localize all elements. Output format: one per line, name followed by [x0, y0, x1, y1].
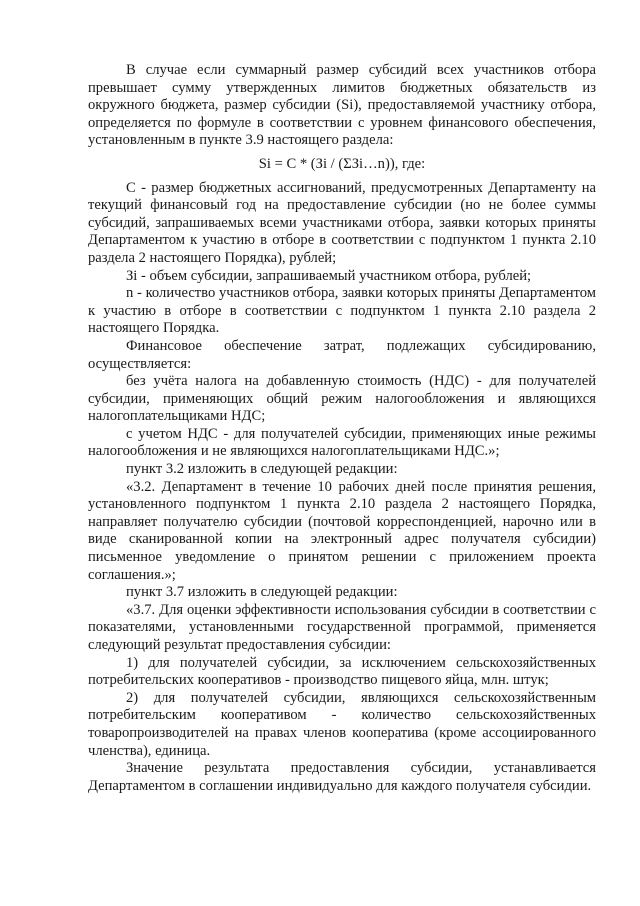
paragraph-clause-3-7: «3.7. Для оценки эффективности использования субсидии в соответствии с показателями, установленными государственной программой, применяется следующий результат предоставления субсидии:	[88, 601, 596, 653]
paragraph-financing: Финансовое обеспечение затрат, подлежащих субсидированию, осуществляется:	[88, 337, 596, 372]
paragraph-definition-c: С - размер бюджетных ассигнований, предусмотренных Департаменту на текущий финансовый год на предоставление субсидии (но не более суммы субсидий, запрашиваемых всеми участниками отбора, заявки которых приняты Департаментом к участию в отборе в соответствии с подпунктом 1 пункта 2.10 раздела 2 настоящего Порядка), рублей;	[88, 179, 596, 266]
list-item-result-1: 1) для получателей субсидии, за исключением сельскохозяйственных потребительских кооперативов - производство пищевого яйца, млн. штук;	[88, 654, 596, 689]
paragraph-result-value: Значение результата предоставления субсидии, устанавливается Департаментом в соглашении индивидуально для каждого получателя субсидии.	[88, 760, 596, 794]
document-page	[88, 62, 596, 795]
paragraph-without-vat: без учёта налога на добавленную стоимость (НДС) - для получателей субсидии, применяющих общий режим налогообложения и являющихся налогоплательщиками НДС;	[88, 373, 596, 425]
paragraph-with-vat: с учетом НДС - для получателей субсидии, применяющих иные режимы налогообложения и не являющихся налогоплательщиками НДС.»;	[88, 425, 596, 460]
paragraph-definition-n: n - количество участников отбора, заявки которых приняты Департаментом к участию в отборе в соответствии с подпунктом 1 пункта 2.10 раздела 2 настоящего Порядка.	[88, 285, 596, 337]
paragraph-definition-zi: Зi - объем субсидии, запрашиваемый участником отбора, рублей;	[126, 267, 532, 284]
paragraph-clause-3-7-intro: пункт 3.7 изложить в следующей редакции:	[126, 584, 398, 601]
list-item-result-2: 2) для получателей субсидии, являющихся сельскохозяйственным потребительским кооперативом - количество сельскохозяйственных товаропроизводителей на правах членов кооператива (кроме ассоциированного членства), единица.	[88, 689, 596, 759]
formula: Si = C * (Зi / (ΣЗi…n)), где:	[258, 155, 426, 172]
paragraph-subsidy-excess: В случае если суммарный размер субсидий всех участников отбора превышает сумму утвержденных лимитов бюджетных обязательств из окружного бюджета, размер субсидии (Si), предоставляемой участнику отбора, определяется по формуле в соответствии с уровнем финансового обеспечения, установленным в пункте 3.9 настоящего раздела:	[88, 62, 596, 149]
paragraph-clause-3-2-intro: пункт 3.2 изложить в следующей редакции:	[126, 461, 398, 478]
paragraph-clause-3-2: «3.2. Департамент в течение 10 рабочих дней после принятия решения, установленного подпунктом 1 пункта 2.10 раздела 2 настоящего Порядка, направляет получателю субсидии (почтовой корреспонденцией, нарочно или в виде сканированной копии на электронный адрес получателя субсидии) письменное уведомление о принятом решении с приложением проекта соглашения.»;	[88, 478, 596, 583]
